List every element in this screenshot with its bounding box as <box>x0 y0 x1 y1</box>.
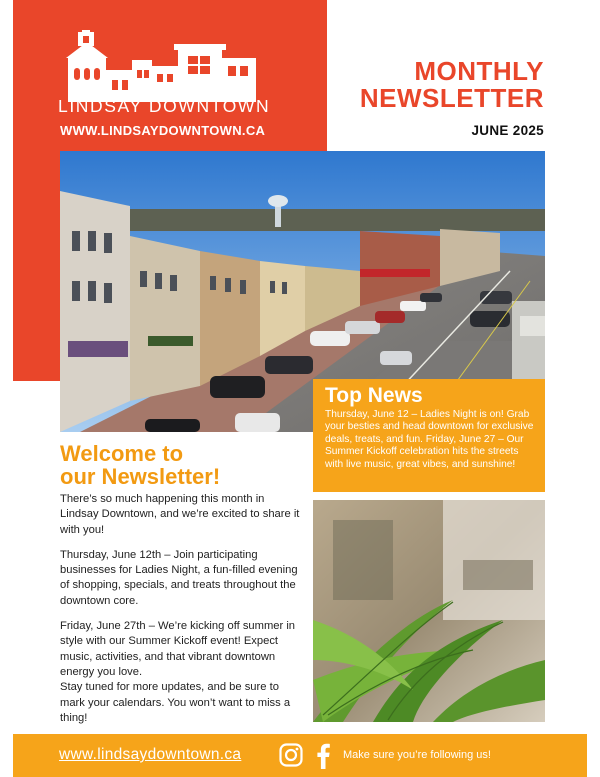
welcome-title-line2: our Newsletter! <box>60 464 221 489</box>
welcome-paragraph-intro: There’s so much happening this month in Lindsay Downtown, and we’re excited to share it with you! <box>60 493 300 536</box>
welcome-title <box>60 442 310 488</box>
top-news-heading: Top News <box>325 384 423 407</box>
fern-plant-photo <box>313 500 545 722</box>
welcome-body <box>60 492 305 736</box>
brand-name: LINDSAY DOWNTOWN <box>58 96 271 116</box>
issue-date: JUNE 2025 <box>471 123 544 138</box>
top-news-box <box>313 379 545 492</box>
instagram-icon[interactable] <box>279 743 303 767</box>
website-link[interactable]: WWW.LINDSAYDOWNTOWN.CA <box>60 123 266 138</box>
title-line-newsletter: NEWSLETTER <box>359 83 544 113</box>
footer-website-link[interactable]: www.lindsaydowntown.ca <box>59 746 242 763</box>
lindsay-downtown-logo <box>60 30 260 102</box>
welcome-paragraph-stay-tuned: Stay tuned for more updates, and be sure to mark your calendars. You won’t want to miss a thing! <box>60 681 291 724</box>
follow-us-text: Make sure you’re following us! <box>343 749 491 761</box>
welcome-title-line1: Welcome to <box>60 441 184 466</box>
top-news-body: Thursday, June 12 – Ladies Night is on! Grab your besties and head downtown for exclusive deals, treats, and fun. Friday, June 27 – Our Summer Kickoff celebration hits the streets with live music, great vibes, and sunshine! <box>325 409 534 470</box>
facebook-icon[interactable] <box>315 742 331 769</box>
newsletter-title <box>360 58 544 112</box>
title-line-monthly: MONTHLY <box>414 56 544 86</box>
welcome-paragraph-summer-kickoff: Friday, June 27th – We’re kicking off summer in style with our Summer Kickoff event! Expect music, activities, and that vibrant downtown energy you love. <box>60 620 296 678</box>
welcome-paragraph-ladies-night: Thursday, June 12th – Join participating businesses for Ladies Night, a fun-filled evening of shopping, specials, and treats throughout the downtown core. <box>60 548 298 607</box>
footer-bar <box>13 734 587 777</box>
